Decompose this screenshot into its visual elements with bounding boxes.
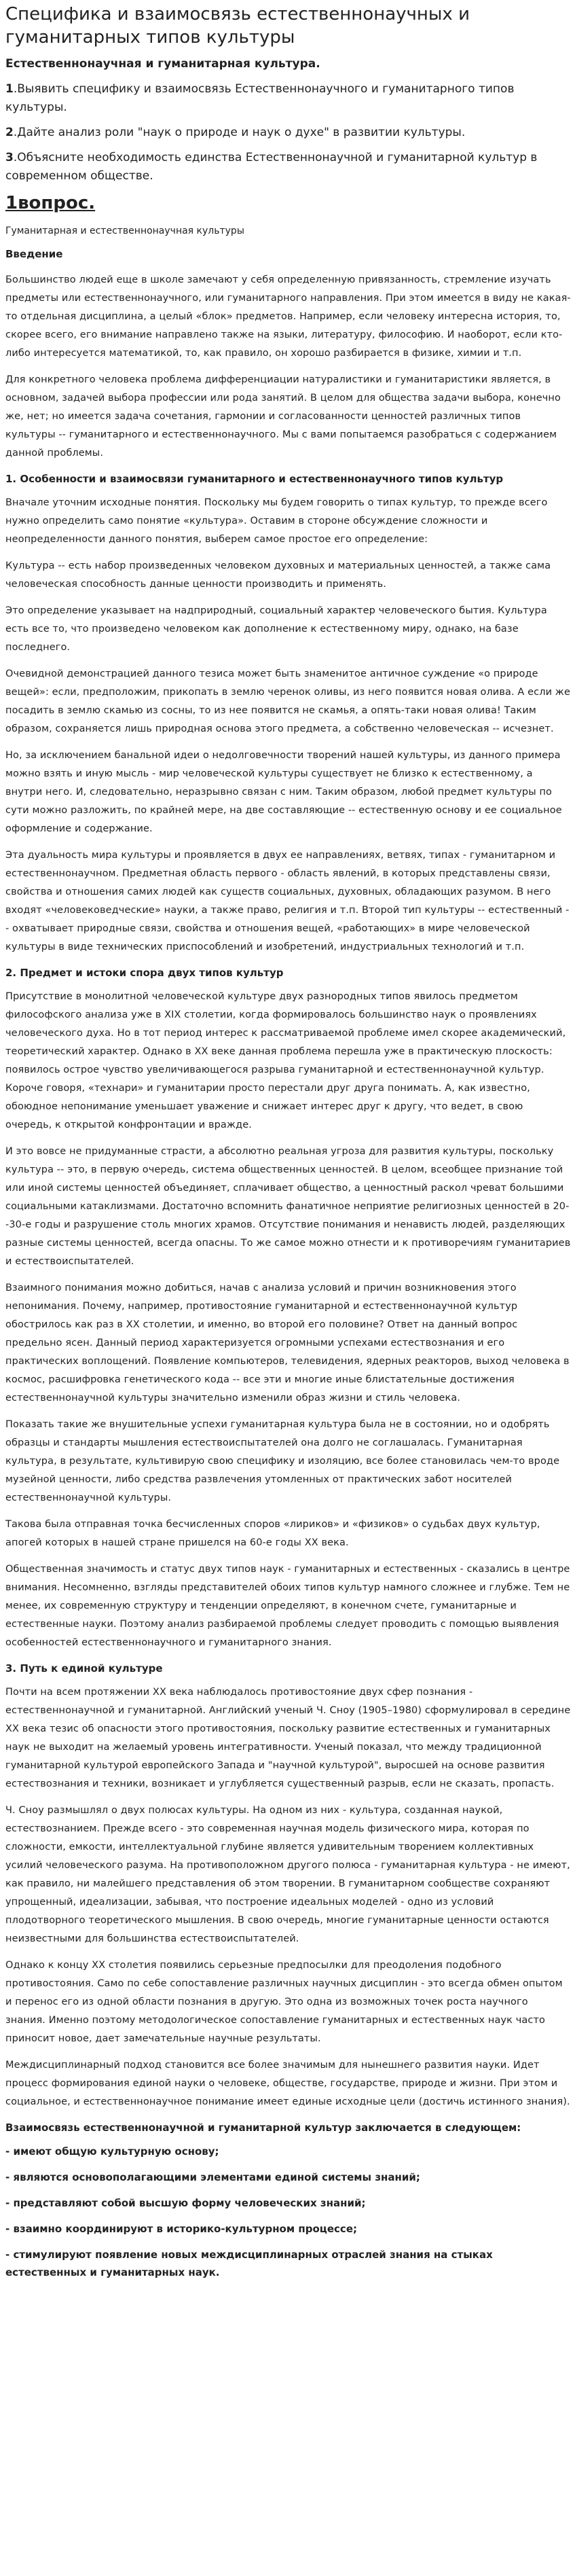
list-item: - имеют общую культурную основу; <box>5 2145 219 2158</box>
section-heading: 2. Предмет и истоки спора двух типов культур <box>5 967 284 979</box>
list-item: - взаимно координируют в историко-культурном процессе; <box>5 2223 357 2235</box>
paragraph: Присутствие в монолитной человеческой культуре двух разнородных типов явилось предметом философского анализа уже в XIX столетии, когда формировалось большинство наук о проявлениях человеческого духа. Но в тот период интерес к рассматриваемой проблеме имел скорее академический, теоретический характер. Однако в XX веке данная проблема перешла уже в практическую плоскость: появилось острое чувство увеличивающегося разрыва гуманитарной и естественнонаучной культур. Короче говоря, «технари» и гуманитарии просто перестали друг друга понимать. А, как известно, обоюдное непонимание уменьшает уважение и снижает интерес друг к другу, что ведет, в свою очередь, к открытой конфронтации и вражде. <box>5 991 566 1130</box>
paragraph: Это определение указывает на надприродный, социальный характер человеческого бытия. Культура есть все то, что произведено человеком как дополнение к естественному миру, однако, на базе последнего. <box>5 605 547 653</box>
paragraph: Культура -- есть набор произведенных человеком духовных и материальных ценностей, а также сама человеческая способность данные ценности производить и применять. <box>5 560 551 590</box>
paragraph: Междисциплинарный подход становится все более значимым для нынешнего развития науки. Идет процесс формирования единой науки о человеке, обществе, государстве, природе и жизни. При этом и социальное, и естественнонаучное понимание имеет единые исходные цели (достичь истинного знания). <box>5 2060 570 2107</box>
section-subtitle: Гуманитарная и естественнонаучная культуры <box>5 226 244 236</box>
paragraph: Большинство людей еще в школе замечают у себя определенную привязанность, стремление изучать предметы или естественнонаучного, или гуманитарного направления. При этом имеется в виду не какая-то отдельная дисциплина, а целый «блок» предметов. Например, если человеку интересна история, то, скорее всего, его внимание направлено также на языки, литературу, философию. И наоборот, если кто-либо интересуется математикой, то, как правило, он хорошо разбирается в физике, химии и т.п. <box>5 274 571 359</box>
section-title: 1вопрос. <box>5 193 96 213</box>
conclusion-list <box>5 2143 571 2281</box>
paragraph: Очевидной демонстрацией данного тезиса может быть знаменитое античное суждение «о природе вещей»: если, предположим, прикопать в землю черенок оливы, из него появится новая олива. А если же посадить в землю скамью из сосны, то из нее появится не скамья, а опять-таки новая олива! Таким образом, сохраняется лишь природная основа этого предмета, а собственно человеческая -- исчезнет. <box>5 668 570 734</box>
paragraph: Общественная значимость и статус двух типов наук - гуманитарных и естественных - сказались в центре внимания. Несомненно, взгляды представителей обоих типов культур намного сложнее и глубже. Тем не менее, их современную структуру и тенденции определяют, в конечном счете, гуманитарные и естественные науки. Поэтому анализ разбираемой проблемы следует проводить с помощью выявления особенностей естественнонаучного и гуманитарного знания. <box>5 1564 570 1648</box>
conclusion-lead: Взаимосвязь естественнонаучной и гуманитарной культур заключается в следующем: <box>5 2122 521 2134</box>
task-number: 1 <box>5 82 14 96</box>
list-item: - стимулируют появление новых междисциплинарных отраслей знания на стыках естественных и гуманитарных наук. <box>5 2249 493 2278</box>
paragraph: Однако к концу XX столетия появились серьезные предпосылки для преодоления подобного противостояния. Само по себе сопоставление различных научных дисциплин - это всегда обмен опытом и перенос его из одной области познания в другую. Это одна из возможных точек роста научного знания. Именно поэтому методологическое сопоставление гуманитарных и естественных наук часто приносит новое, дает замечательные научные результаты. <box>5 1960 563 2044</box>
task-text: .Дайте анализ роли "наук о природе и наук о духе" в развитии культуры. <box>13 126 466 139</box>
paragraph: Для конкретного человека проблема дифференциации натуралистики и гуманитаристики является, в основном, задачей выбора профессии или рода занятий. В целом для общества задачи выбора, конечно же, нет; но имеется задача сочетания, гармонии и согласованности ценностей различных типов культуры -- гуманитарного и естественнонаучного. Мы с вами попытаемся разобраться с содержанием данной проблемы. <box>5 374 561 459</box>
task-text: .Выявить специфику и взаимосвязь Естественнонаучного и гуманитарного типов культуры. <box>5 82 515 114</box>
lead-heading: Естественнонаучная и гуманитарная культура. <box>5 57 320 71</box>
task-number: 3 <box>5 151 14 164</box>
intro-label: Введение <box>5 248 63 260</box>
task-item <box>5 149 571 185</box>
task-text: .Объясните необходимость единства Естественнонаучной и гуманитарной культур в современном обществе. <box>5 151 538 183</box>
paragraph: Эта дуальность мира культуры и проявляется в двух ее направлениях, ветвях, типах - гуманитарном и естественнонаучном. Предметная область первого - область явлений, в которых представлены связи, свойства и отношения самих людей как существ социальных, духовных, обладающих разумом. В него входят «человековедческие» науки, а также право, религия и т.п. Второй тип культуры -- естественный -- охватывает природные связи, свойства и отношения вещей, «работающих» в мире человеческой культуры в виде технических приспособлений и изобретений, индустриальных технологий и т.п. <box>5 850 570 952</box>
section-heading: 1. Особенности и взаимосвязи гуманитарного и естественнонаучного типов культур <box>5 473 504 485</box>
paragraph: Но, за исключением банальной идеи о недолговечности творений нашей культуры, из данного примера можно взять и иную мысль - мир человеческой культуры существует не близко к естественному, а внутри него. И, следовательно, неразрывно связан с ним. Таким образом, любой предмет культуры по сути можно разложить, по крайней мере, на две составляющие -- естественную основу и ее социальное оформление и содержание. <box>5 750 562 834</box>
document-title: Специфика и взаимосвязь естественнонаучных и гуманитарных типов культуры <box>5 4 470 48</box>
paragraph: Такова была отправная точка бесчисленных споров «лириков» и «физиков» о судьбах двух культур, апогей которых в нашей стране пришелся на 60-е годы XX века. <box>5 1519 540 1548</box>
list-item: - являются основополагающими элементами единой системы знаний; <box>5 2171 420 2183</box>
paragraph: Почти на всем протяжении XX века наблюдалось противостояние двух сфер познания - естественнонаучной и гуманитарной. Английский ученый Ч. Сноу (1905–1980) сформулировал в середине XX века тезис об опасности этого противостояния, поскольку развитие естественных и гуманитарных наук не выходит на желаемый уровень интегративности. Ученый показал, что между традиционной гуманитарной культурой европейского Запада и "научной культурой", выросшей на основе развития естествознания и техники, возникает и углубляется существенный разрыв, если не сказать, пропасть. <box>5 1687 571 1789</box>
section-heading: 3. Путь к единой культуре <box>5 1662 163 1675</box>
task-number: 2 <box>5 126 14 139</box>
paragraph: И это вовсе не придуманные страсти, а абсолютно реальная угроза для развития культуры, поскольку культура -- это, в первую очередь, система общественных ценностей. В целом, всеобщее признание той или иной системы ценностей объединяет, сплачивает общество, а ценностный раскол чреват большими социальными катаклизмами. Достаточно вспомнить фанатичное неприятие религиозных ценностей в 20--30-е годы и разрушение столь многих храмов. Отсутствие понимания и ненависть людей, разделяющих разные системы ценностей, всегда опасны. То же самое можно отнести и к противоречиям гуманитариев и естествоиспытателей. <box>5 1146 571 1267</box>
paragraph: Показать такие же внушительные успехи гуманитарная культура была не в состоянии, но и одобрять образцы и стандарты мышления естествоиспытателей она долго не соглашалась. Гуманитарная культура, в результате, культивирую свою специфику и изоляцию, все более становилась чем-то вроде музейной ценности, либо средства развлечения утомленных от практических забот носителей естественнонаучной культуры. <box>5 1419 560 1503</box>
paragraph: Вначале уточним исходные понятия. Поскольку мы будем говорить о типах культур, то прежде всего нужно определить само понятие «культура». Оставим в стороне обсуждение сложности и неопределенности данного понятия, выберем самое простое его определение: <box>5 497 548 545</box>
paragraph: Взаимного понимания можно добиться, начав с анализа условий и причин возникновения этого непонимания. Почему, например, противостояние гуманитарной и естественнонаучной культур обострилось как раз в XX столетии, и именно, во второй его половине? Ответ на данный вопрос предельно ясен. Данный период характеризуется огромными успехами естествознания и его практических воплощений. Появление компьютеров, телевидения, ядерных реакторов, выход человека в космос, расшифровка генетического кода -- все эти и многие иные блистательные достижения естественнонаучной культуры значительно изменили образ жизни и стиль человека. <box>5 1283 570 1403</box>
task-list <box>5 80 571 185</box>
task-item <box>5 124 571 142</box>
paragraph: Ч. Сноу размышлял о двух полюсах культуры. На одном из них - культура, созданная наукой, естествознанием. Прежде всего - это современная научная модель физического мира, которая по сложности, емкости, интеллектуальной глубине является удивительным творением коллективных усилий человеческого разума. На противоположном другого полюса - гуманитарная культура - не имеют, как правило, ни малейшего представления об этом творении. В гуманитарном сообществе сохраняют упрощенный, идеализации, забывая, что построение идеальных моделей - одно из условий плодотворного теоретического мышления. В свою очередь, многие гуманитарные ценности остаются неизвестными для большинства естествоиспытателей. <box>5 1805 570 1944</box>
list-item: - представляют собой высшую форму человеческих знаний; <box>5 2197 366 2209</box>
task-item <box>5 80 571 117</box>
